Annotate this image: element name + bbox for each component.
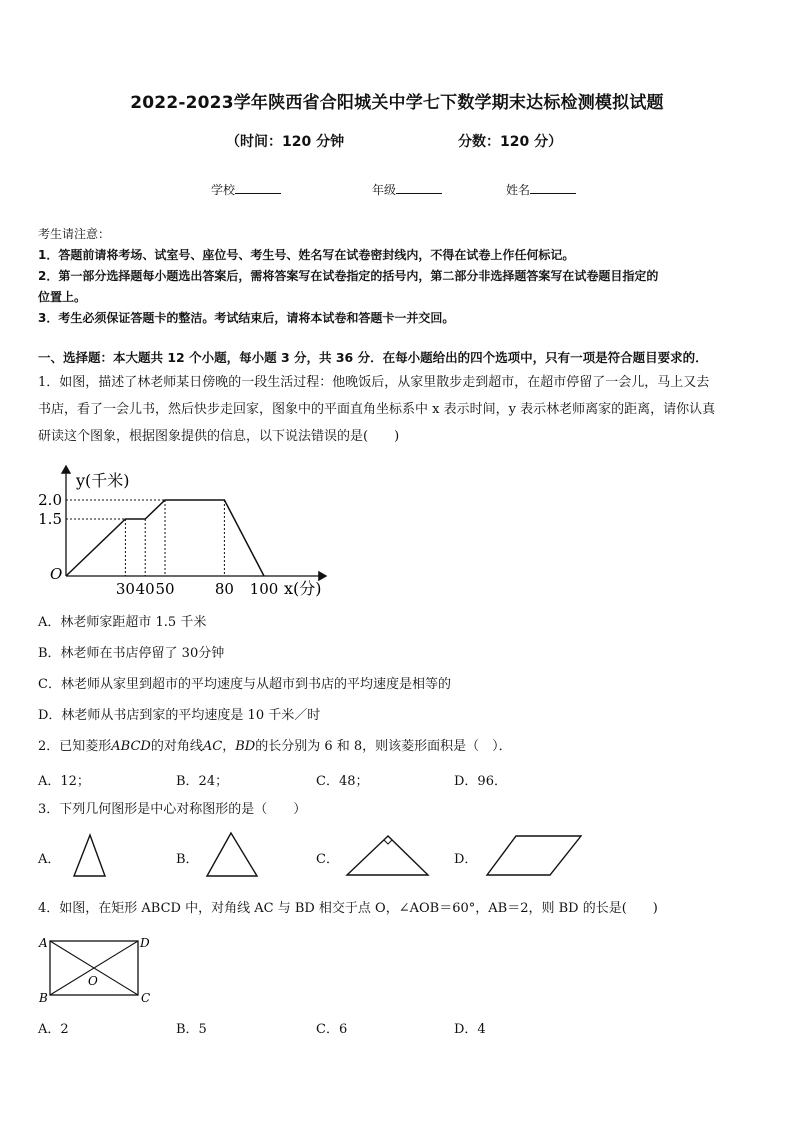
guide-lines: [66, 500, 224, 576]
q1-option-b[interactable]: B．林老师在书店停留了 30分钟: [38, 646, 225, 661]
q2-option-d[interactable]: D．96．: [454, 774, 507, 789]
name-label: 姓名: [506, 183, 531, 197]
point-o-label: O: [88, 974, 98, 988]
q4-option-a[interactable]: A．2: [38, 1022, 69, 1037]
note-item: 位置上。: [38, 290, 87, 304]
note-item: 3．考生必须保证答题卡的整洁。考试结束后，请将本试卷和答题卡一并交回。: [38, 311, 455, 325]
note-item: 1．答题前请将考场、试室号、座位号、考生号、姓名写在试卷密封线内，不得在试卷上作任何标记。: [38, 248, 575, 262]
notes-heading: 考生请注意：: [38, 227, 111, 241]
q1-line: 1．如图，描述了林老师某日傍晚的一段生活过程：他晚饭后，从家里散步走到超市，在超市停留了一会儿，马上又去: [38, 375, 710, 390]
x-tick-label: 100: [249, 580, 279, 598]
x-tick-label: 30: [115, 580, 135, 598]
question-1: [38, 369, 760, 450]
school-blank[interactable]: [235, 181, 281, 194]
y-tick-labels: [38, 491, 62, 528]
q4-option-b[interactable]: B．5: [176, 1022, 207, 1037]
q3-option-d[interactable]: D．: [454, 852, 478, 867]
q3-stem: 3．下列几何图形是中心对称图形的是（ ）: [38, 802, 307, 817]
q1-line: 研读这个图象，根据图象提供的信息，以下说法错误的是( ): [38, 429, 400, 444]
q2-abcd: ABCD: [111, 739, 151, 754]
q1-graph: [38, 462, 344, 604]
school-field: [211, 181, 281, 198]
q2-ac: AC: [202, 739, 223, 754]
q2-stem: 2．已知菱形: [38, 739, 112, 754]
q2-sep: ，: [222, 739, 236, 754]
exam-score: 分数：120 分）: [458, 134, 563, 150]
x-axis-label: x(分): [284, 579, 322, 598]
grade-blank[interactable]: [396, 181, 442, 194]
q1-line: 书店，看了一会儿书，然后快步走回家，图象中的平面直角坐标系中 x 表示时间，y 表示林老师离家的距离，请你认真: [38, 402, 716, 417]
grade-label: 年级: [372, 183, 397, 197]
origin-label: O: [50, 565, 63, 583]
exam-notes: [38, 224, 758, 329]
q2-option-c[interactable]: C．48；: [316, 774, 369, 789]
q3-option-b[interactable]: B．: [176, 852, 199, 867]
x-tick-label: 50: [155, 580, 175, 598]
q2-bd: BD: [235, 739, 256, 754]
point-a-label: A: [39, 936, 48, 950]
q3-option-a[interactable]: A．: [38, 852, 61, 867]
q3-figure-c: [344, 832, 432, 878]
q4-option-d[interactable]: D．4: [454, 1022, 486, 1037]
q3-figure-a: [66, 832, 114, 880]
point-b-label: B: [39, 991, 48, 1005]
school-label: 学校: [211, 183, 236, 197]
q2-stem: 的对角线: [150, 739, 203, 754]
name-field: [506, 181, 576, 198]
x-tick-label: 40: [135, 580, 155, 598]
q3-figure-d: [484, 832, 584, 878]
name-blank[interactable]: [530, 181, 576, 194]
question-2: [38, 733, 760, 760]
q4-option-c[interactable]: C．6: [316, 1022, 348, 1037]
page-title: 2022-2023学年陕西省合阳城关中学七下数学期末达标检测模拟试题: [130, 93, 664, 113]
point-d-label: D: [140, 936, 150, 950]
grade-field: [372, 181, 442, 198]
q2-stem: 的长分别为 6 和 8，则该菱形面积是（ ）．: [255, 739, 512, 754]
y-axis-label: y(千米): [76, 471, 130, 490]
q3-option-c[interactable]: C．: [316, 852, 339, 867]
y-tick-label: 2.0: [38, 491, 62, 509]
q3-figure-b: [204, 830, 260, 880]
q1-option-d[interactable]: D．林老师从书店到家的平均速度是 10 千米／时: [38, 708, 321, 723]
section-heading: 一、选择题：本大题共 12 个小题，每小题 3 分，共 36 分．在每小题给出的四个选项中，只有一项是符合题目要求的．: [38, 350, 708, 365]
q4-figure: [36, 934, 160, 1006]
q1-option-c[interactable]: C．林老师从家里到超市的平均速度与从超市到书店的平均速度是相等的: [38, 677, 451, 692]
y-tick-label: 1.5: [38, 510, 62, 528]
point-c-label: C: [141, 991, 151, 1005]
q2-option-a[interactable]: A．12；: [38, 774, 90, 789]
exam-time: （时间：120 分钟: [226, 134, 345, 150]
q1-option-a[interactable]: A．林老师家距超市 1.5 千米: [38, 615, 207, 630]
q2-option-b[interactable]: B．24；: [176, 774, 229, 789]
x-tick-labels: [116, 580, 278, 598]
note-item: 2．第一部分选择题每小题选出答案后，需将答案写在试卷指定的括号内，第二部分非选择题答案写在试卷题目指定的: [38, 269, 659, 283]
x-tick-label: 80: [214, 580, 234, 598]
q1-options: [38, 609, 760, 733]
q4-stem: 4．如图，在矩形 ABCD 中，对角线 AC 与 BD 相交于点 O，∠AOB＝60°，AB＝2，则 BD 的长是( ): [38, 901, 658, 916]
